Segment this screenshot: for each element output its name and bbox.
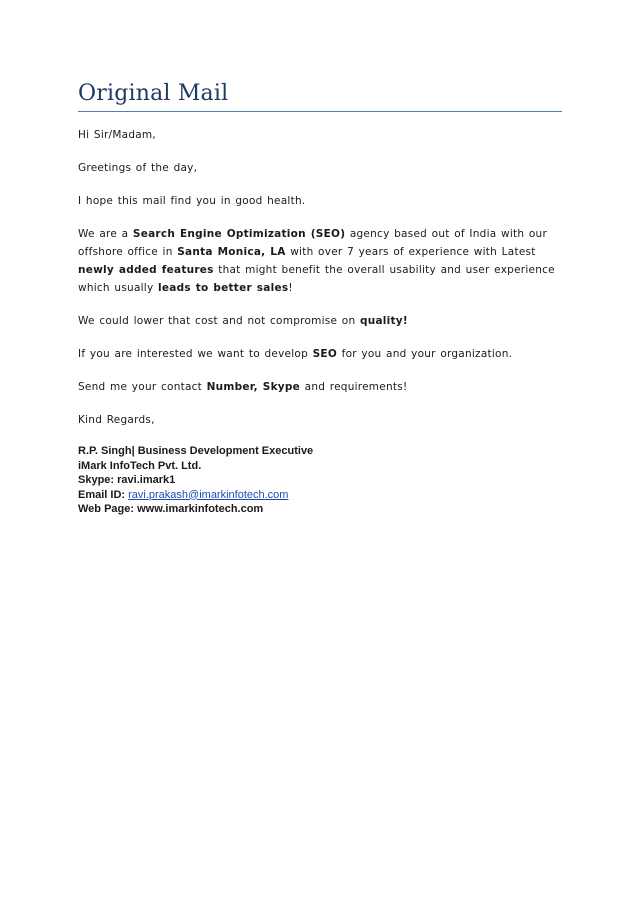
signature-company: iMark InfoTech Pvt. Ltd. [78, 459, 202, 472]
location-phrase: Santa Monica, LA [177, 246, 286, 258]
contact-paragraph: Send me your contact Number, Skype and requirements! [78, 381, 408, 393]
email-link[interactable]: ravi.prakash@imarkinfotech.com [128, 488, 289, 501]
seo-phrase: Search Engine Optimization (SEO) [132, 228, 346, 240]
signature-skype: Skype: ravi.imark1 [78, 474, 176, 486]
closing-line: Kind Regards, [78, 414, 155, 426]
quality-phrase: quality! [359, 315, 408, 327]
signature-block [78, 444, 562, 517]
features-phrase: newly added features [78, 264, 214, 276]
greeting-line: Hi Sir/Madam, [78, 129, 156, 141]
page-title: Original Mail [78, 80, 562, 112]
intro-paragraph: We are a Search Engine Optimization (SEO) agency based out of India with our offshore office in Santa Monica, LA with over 7 years of experience with Latest newly added features that might benefit the overall usability and user experience which usually leads to better sales! [78, 228, 555, 294]
sales-phrase: leads to better sales [158, 282, 289, 294]
signature-name: R.P. Singh| Business Development Executive [78, 445, 314, 457]
seo-word: SEO [312, 348, 338, 360]
signature-web: Web Page: www.imarkinfotech.com [78, 503, 264, 515]
health-line: I hope this mail find you in good health. [78, 195, 306, 207]
contact-phrase: Number, Skype [206, 381, 301, 393]
greetings-line: Greetings of the day, [78, 162, 198, 174]
interest-paragraph: If you are interested we want to develop SEO for you and your organization. [78, 348, 513, 360]
mail-body [78, 80, 562, 517]
signature-email-row: Email ID: ravi.prakash@imarkinfotech.com [78, 488, 289, 501]
cost-paragraph: We could lower that cost and not compromise on quality! [78, 315, 408, 327]
